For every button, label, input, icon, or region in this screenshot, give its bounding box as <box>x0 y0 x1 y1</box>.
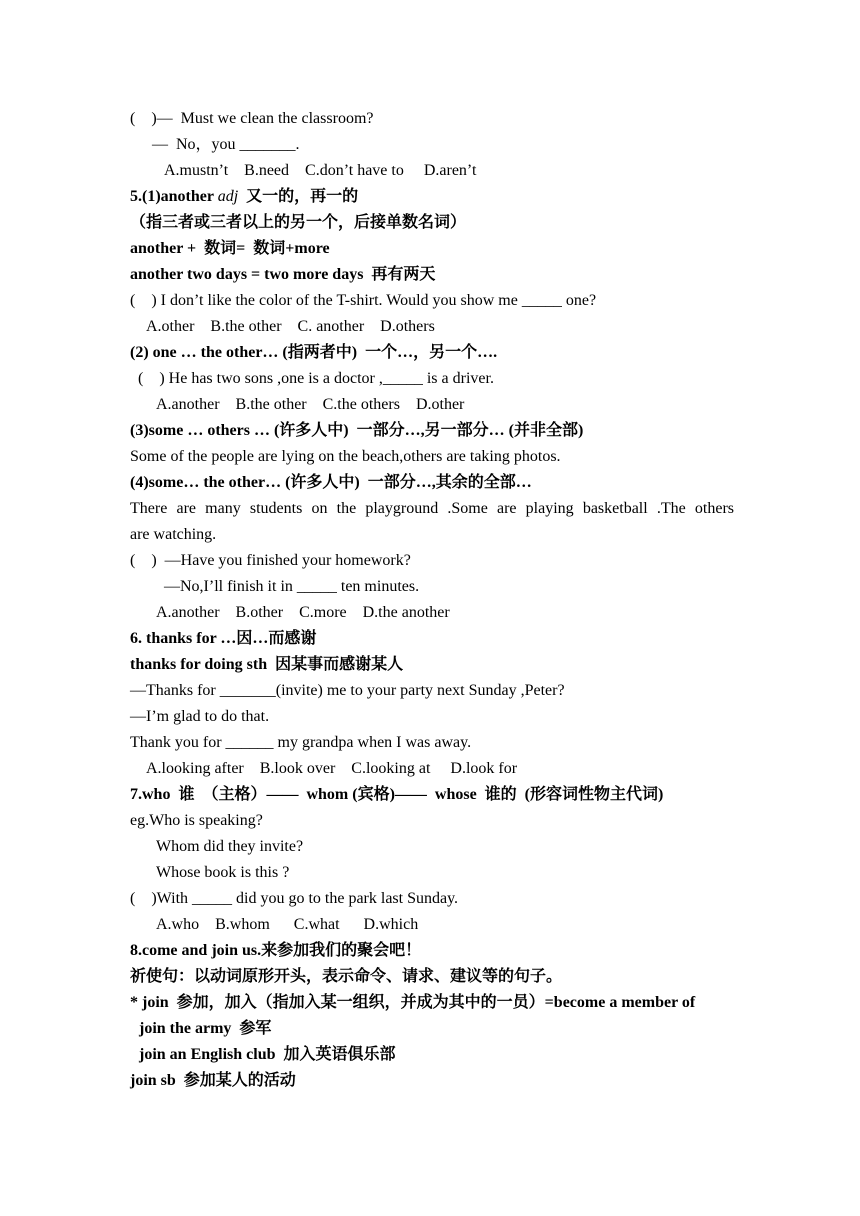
text-line: —Thanks for _______(invite) me to your party next Sunday ,Peter? <box>130 682 565 699</box>
text-line: ( )— Must we clean the classroom? <box>130 110 374 127</box>
text-line: A.other B.the other C. another D.others <box>146 318 435 335</box>
text-line: （指三者或三者以上的另一个，后接单数名词） <box>130 214 467 231</box>
text-line: Thank you for ______ my grandpa when I was away. <box>130 734 472 751</box>
text-line: join an English club 加入英语俱乐部 <box>139 1046 396 1063</box>
text-line <box>130 184 734 210</box>
text-line: A.mustn’t B.need C.don’t have to D.aren’t <box>164 162 477 179</box>
text-line: 8.come and join us.来参加我们的聚会吧！ <box>130 942 422 959</box>
text-line: (3)some … others … (许多人中) 一部分…,另一部分… (并非全部) <box>130 422 584 439</box>
text-run: 5.(1)another <box>130 188 218 205</box>
text-line: (4)some… the other… (许多人中) 一部分…,其余的全部… <box>130 474 532 491</box>
text-line: another two days = two more days 再有两天 <box>130 266 436 283</box>
text-line: join the army 参军 <box>139 1020 272 1037</box>
text-run: 又一的，再一的 <box>238 188 359 205</box>
text-line: ( ) I don’t like the color of the T-shirt. Would you show me _____ one? <box>130 292 597 309</box>
text-line: (2) one … the other… (指两者中) 一个…，另一个…. <box>130 344 498 361</box>
text-line: A.who B.whom C.what D.which <box>156 916 419 933</box>
text-line: A.another B.other C.more D.the another <box>156 604 450 621</box>
text-line: eg.Who is speaking? <box>130 812 263 829</box>
text-line: 7.who 谁 （主格）—— whom (宾格)—— whose 谁的 (形容词性物主代词) <box>130 786 664 803</box>
text-line: There are many students on the playground .Some are playing basketball .The others <box>130 500 734 517</box>
text-line: * join 参加，加入（指加入某一组织，并成为其中的一员）=become a member of <box>130 994 696 1011</box>
text-line: —No,I’ll finish it in _____ ten minutes. <box>164 578 420 595</box>
text-line: Whom did they invite? <box>156 838 304 855</box>
text-line: A.looking after B.look over C.looking at D.look for <box>146 760 518 777</box>
text-line: —I’m glad to do that. <box>130 708 270 725</box>
text-line: thanks for doing sth 因某事而感谢某人 <box>130 656 404 673</box>
text-line: ( ) He has two sons ,one is a doctor ,_____ is a driver. <box>138 370 494 387</box>
text-line: Whose book is this ? <box>156 864 290 881</box>
text-line: 6. thanks for …因…而感谢 <box>130 630 317 647</box>
text-line: 祈使句：以动词原形开头，表示命令、请求、建议等的句子。 <box>130 968 563 985</box>
text-line: another + 数词= 数词+more <box>130 240 330 257</box>
text-line: A.another B.the other C.the others D.other <box>156 396 465 413</box>
text-line: ( )With _____ did you go to the park last Sunday. <box>130 890 459 907</box>
text-line: ( ) —Have you finished your homework? <box>130 552 411 569</box>
text-line: — No，you _______. <box>152 136 300 153</box>
text-line: join sb 参加某人的活动 <box>130 1072 296 1089</box>
text-line: Some of the people are lying on the beach,others are taking photos. <box>130 448 561 465</box>
text-line: are watching. <box>130 526 217 543</box>
italic-abbrev: adj <box>217 188 239 205</box>
